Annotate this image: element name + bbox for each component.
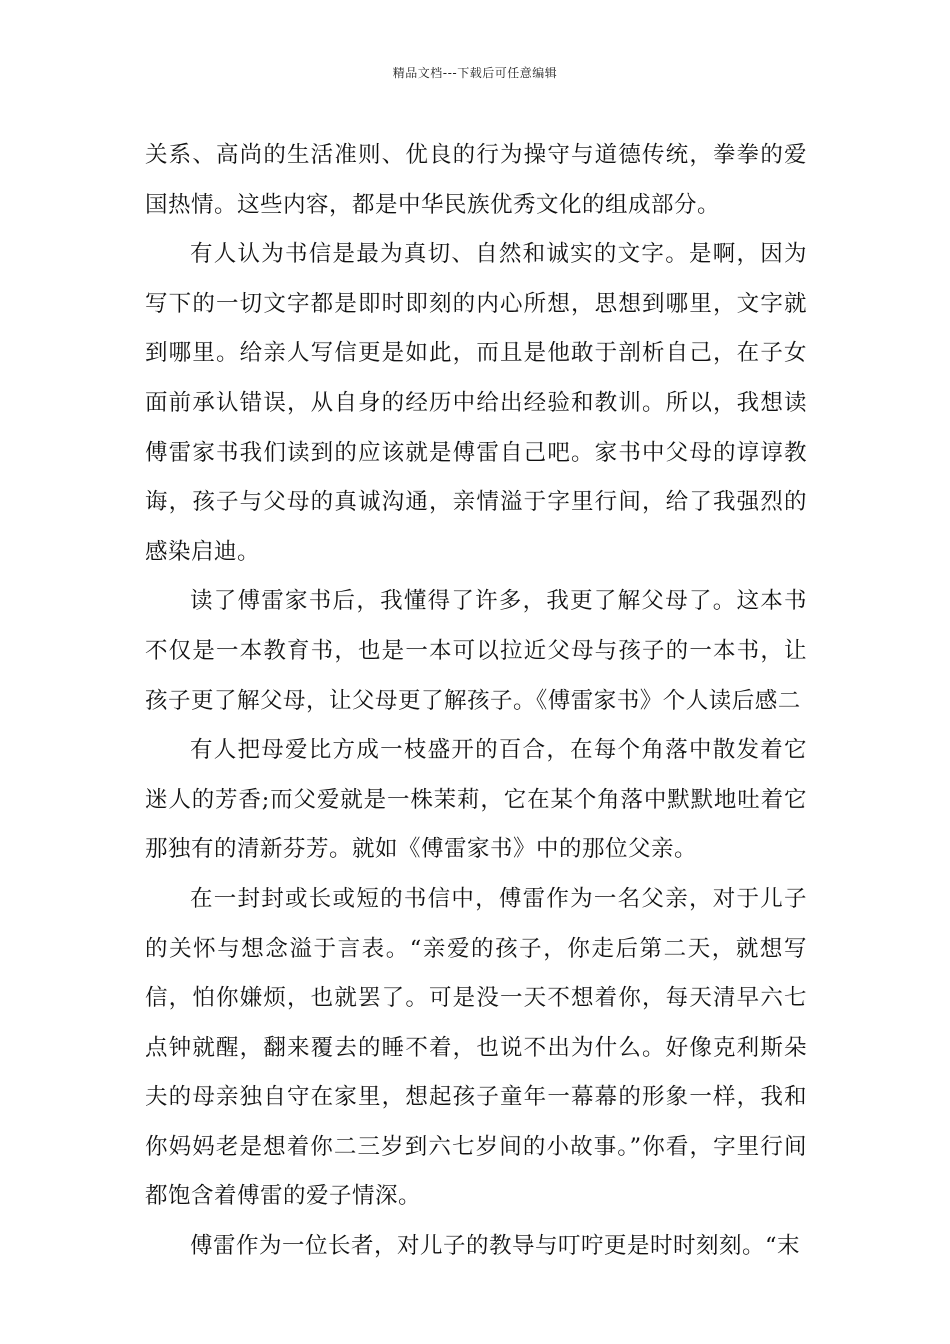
paragraph: 有人认为书信是最为真切、自然和诚实的文字。是啊，因为写下的一切文字都是即时即刻的内心所想，思想到哪里，文字就到哪里。给亲人写信更是如此，而且是他敢于剖析自己，在子女面前承认错误，从自身的经历中给出经验和教训。所以，我想读傅雷家书我们读到的应该就是傅雷自己吧。家书中父母的谆谆教诲，孩子与父母的真诚沟通，亲情溢于字里行间，给了我强烈的感染启迪。 (145, 241, 807, 565)
paragraph: 读了傅雷家书后，我懂得了许多，我更了解父母了。这本书不仅是一本教育书，也是一本可以拉近父母与孩子的一本书，让孩子更了解父母，让父母更了解孩子。《傅雷家书》个人读后感二 (145, 588, 807, 714)
paragraph: 傅雷作为一位长者，对儿子的教导与叮咛更是时时刻刻。“末 (190, 1233, 801, 1260)
paragraph: 有人把母爱比方成一枝盛开的百合，在每个角落中散发着它迷人的芳香;而父爱就是一株茉莉，它在某个角落中默默地吐着它那独有的清新芬芳。就如《傅雷家书》中的那位父亲。 (145, 737, 807, 863)
paragraph: 在一封封或长或短的书信中，傅雷作为一名父亲，对于儿子的关怀与想念溢于言表。“亲爱的孩子，你走后第二天，就想写信，怕你嫌烦，也就罢了。可是没一天不想着你，每天清早六七点钟就醒，翻来覆去的睡不着，也说不出为什么。好像克利斯朵夫的母亲独自守在家里，想起孩子童年一幕幕的形象一样，我和你妈妈老是想着你二三岁到六七岁间的小故事。”你看，字里行间都饱含着傅雷的爱子情深。 (145, 885, 807, 1210)
document-body (145, 131, 807, 1272)
paragraph: 关系、高尚的生活准则、优良的行为操守与道德传统，拳拳的爱国热情。这些内容，都是中华民族优秀文化的组成部分。 (145, 142, 807, 218)
page-header: 精品文档---下载后可任意编辑 (392, 66, 558, 80)
